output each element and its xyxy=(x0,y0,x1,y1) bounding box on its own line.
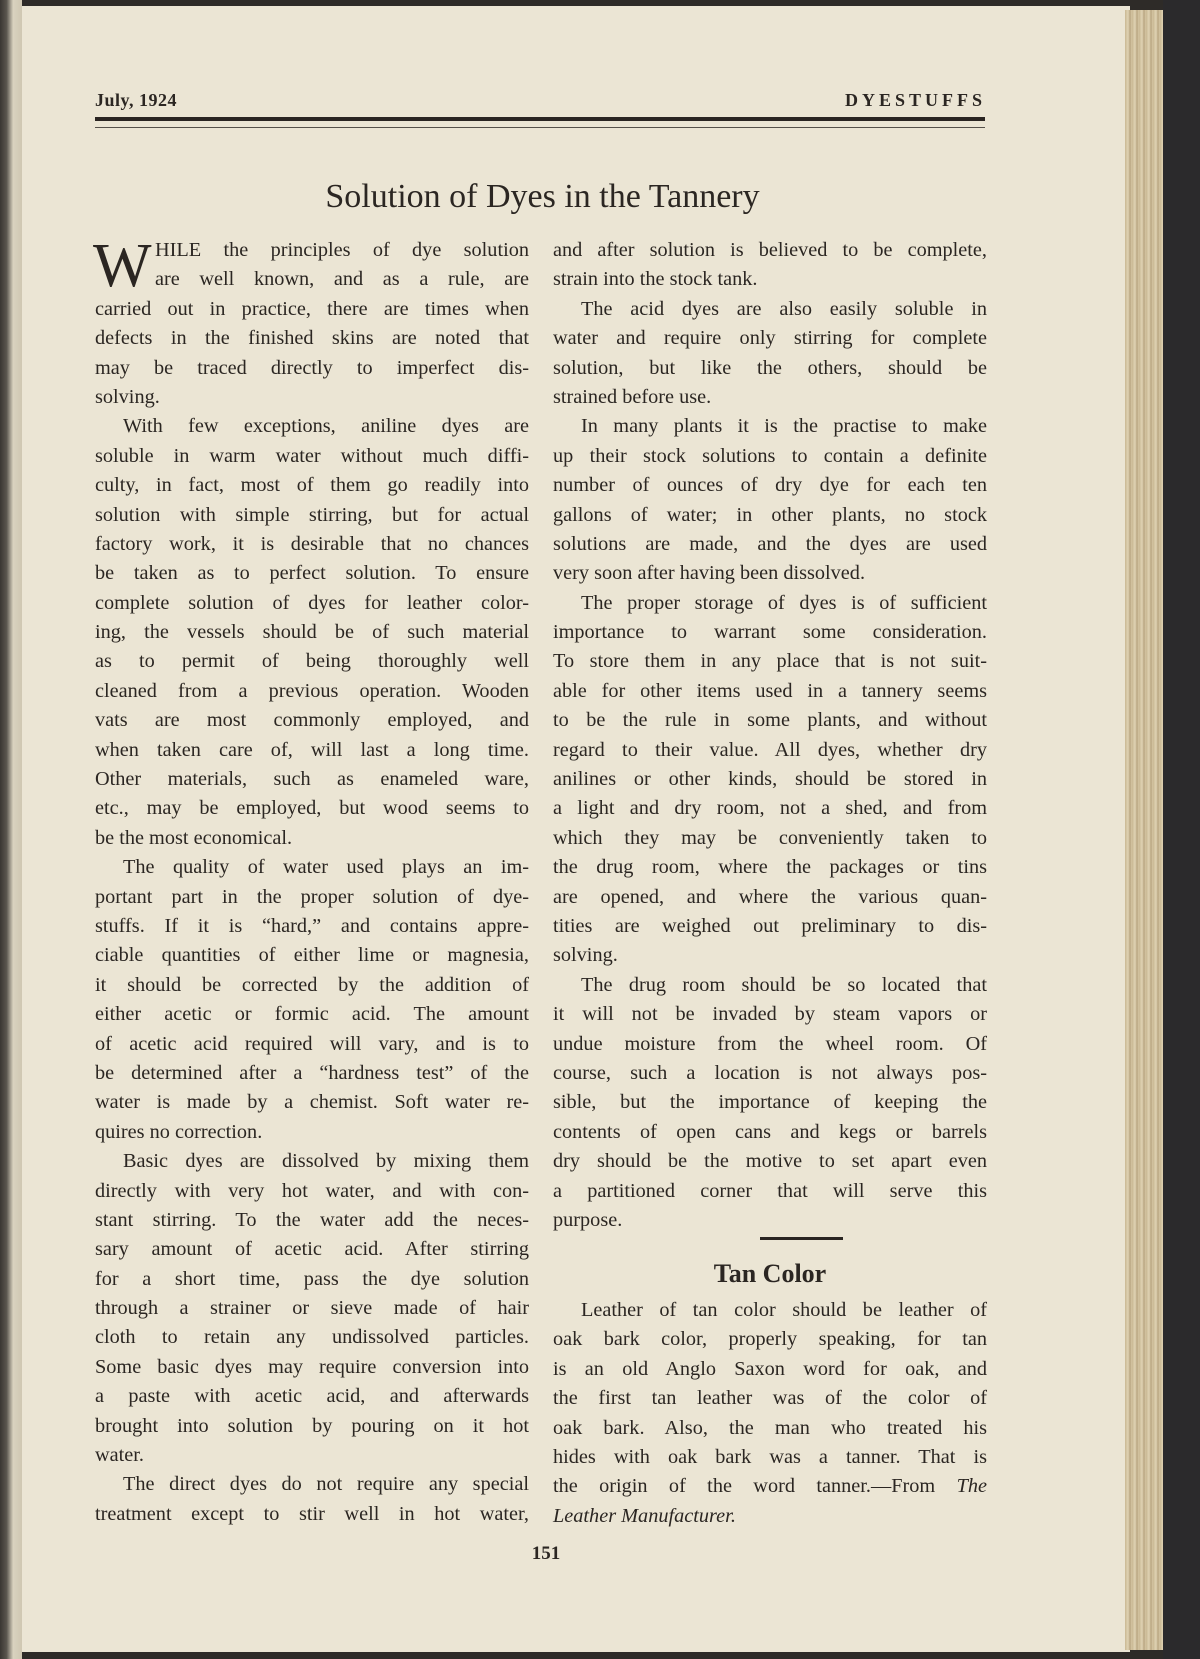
text-line: water is made by a chemist. Soft water re- xyxy=(95,1091,529,1114)
text-line: a partitioned corner that will serve this xyxy=(553,1179,987,1202)
text-line: oak bark. Also, the man who treated his xyxy=(553,1416,987,1439)
text-line: to be the rule in some plants, and without xyxy=(553,709,987,732)
text-line: solution with simple stirring, but for actual xyxy=(95,503,529,526)
text-line: solving. xyxy=(553,944,618,967)
text-line: is an old Anglo Saxon word for oak, and xyxy=(553,1357,987,1380)
text-line: either acetic or formic acid. The amount xyxy=(95,1003,529,1026)
text-line: as to permit of being thoroughly well xyxy=(95,650,529,673)
text-line: which they may be conveniently taken to xyxy=(553,826,987,849)
text-line: able for other items used in a tannery seems xyxy=(553,679,987,702)
section-divider xyxy=(760,1237,843,1240)
text-line: the first tan leather was of the color of xyxy=(553,1387,987,1410)
text-line: stuffs. If it is “hard,” and contains appre- xyxy=(95,914,529,937)
text-line: cleaned from a previous operation. Wooden xyxy=(95,679,529,702)
text-line: stant stirring. To the water add the neces- xyxy=(95,1208,529,1231)
text-line: importance to warrant some consideration. xyxy=(553,621,987,644)
right-column xyxy=(553,236,987,1235)
text-line: a light and dry room, not a shed, and from xyxy=(553,797,987,820)
text-line: when taken care of, will last a long time. xyxy=(95,738,529,761)
text-line: be taken as to perfect solution. To ensure xyxy=(95,562,529,585)
text-line: strained before use. xyxy=(553,385,712,408)
text-line: ciable quantities of either lime or magnesia, xyxy=(95,944,529,967)
text-line xyxy=(553,1502,987,1531)
text-line: tities are weighed out preliminary to dis- xyxy=(553,914,987,937)
text-line: ing, the vessels should be of such material xyxy=(95,621,529,644)
text-line: gallons of water; in other plants, no stock xyxy=(553,503,987,526)
text-line: purpose. xyxy=(553,1208,623,1231)
text-line: may be traced directly to imperfect dis- xyxy=(95,356,529,379)
text-line: solution, but like the others, should be xyxy=(553,356,987,379)
text-line: up their stock solutions to contain a definite xyxy=(553,444,987,467)
text-line: water. xyxy=(95,1444,144,1467)
text-line: brought into solution by pouring on it hot xyxy=(95,1414,529,1437)
text-line: solutions are made, and the dyes are used xyxy=(553,532,987,555)
source-prefix: the origin of the word tanner.—From xyxy=(553,1475,936,1498)
text-line: cloth to retain any undissolved particles. xyxy=(95,1326,529,1349)
text-line: regard to their value. All dyes, whether dry xyxy=(553,738,987,761)
left-column xyxy=(93,232,529,1529)
source-italic: Leather Manufacturer. xyxy=(553,1504,736,1527)
text-line: solving. xyxy=(95,385,160,408)
text-line: are opened, and where the various quan- xyxy=(553,885,987,908)
text-line: quires no correction. xyxy=(95,1120,263,1143)
text-line: oak bark color, properly speaking, for tan xyxy=(553,1328,987,1351)
text-line: be determined after a “hardness test” of the xyxy=(95,1061,529,1084)
text-line: Leather of tan color should be leather of xyxy=(581,1299,987,1321)
text-line: soluble in warm water without much diffi- xyxy=(95,444,529,467)
text-line: and after solution is believed to be complete, xyxy=(553,239,987,261)
text-line: Some basic dyes may require conversion into xyxy=(95,1355,529,1378)
text-line: it will not be invaded by steam vapors or xyxy=(553,1003,987,1026)
text-line: culty, in fact, most of them go readily into xyxy=(95,474,529,497)
text-line: sary amount of acetic acid. After stirring xyxy=(95,1238,529,1261)
text-line: The proper storage of dyes is of sufficient xyxy=(581,591,987,614)
book-binding xyxy=(1163,0,1200,1659)
text-line: factory work, it is desirable that no chances xyxy=(95,532,529,555)
text-line: defects in the finished skins are noted that xyxy=(95,327,529,350)
text-line: dry should be the motive to set apart even xyxy=(553,1150,987,1173)
source-italic: The xyxy=(956,1475,987,1498)
text-line: through a strainer or sieve made of hair xyxy=(95,1297,529,1320)
journal-name: DYESTUFFS xyxy=(844,90,986,110)
text-line: directly with very hot water, and with con- xyxy=(95,1179,529,1202)
text-line: course, such a location is not always pos- xyxy=(553,1061,987,1084)
text-line: strain into the stock tank. xyxy=(553,268,758,291)
text-line: Basic dyes are dissolved by mixing them xyxy=(123,1150,529,1173)
text-line: treatment except to stir well in hot water, xyxy=(95,1502,529,1525)
text-line: water and require only stirring for complete xyxy=(553,327,987,350)
text-line: are well known, and as a rule, are xyxy=(155,268,529,291)
text-line: hides with oak bark was a tanner. That is xyxy=(553,1445,987,1468)
text-line: portant part in the proper solution of dye- xyxy=(95,885,529,908)
text-line: To store them in any place that is not suit- xyxy=(553,650,987,673)
text-line: number of ounces of dry dye for each ten xyxy=(553,474,987,497)
text-line: a paste with acetic acid, and afterwards xyxy=(95,1385,529,1408)
text-line: complete solution of dyes for leather color- xyxy=(95,591,529,614)
text-line: vats are most commonly employed, and xyxy=(95,709,529,732)
text-line: The direct dyes do not require any special xyxy=(123,1473,529,1496)
tan-color-text xyxy=(553,1296,987,1531)
page-edges xyxy=(1125,10,1163,1650)
text-line: The acid dyes are also easily soluble in xyxy=(581,297,987,320)
text-line: very soon after having been dissolved. xyxy=(553,562,866,585)
text-line: it should be corrected by the addition of xyxy=(95,973,529,996)
text-line: contents of open cans and kegs or barrels xyxy=(553,1120,987,1143)
text-line: of acetic acid required will vary, and is to xyxy=(95,1032,529,1055)
text-line: be the most economical. xyxy=(95,826,293,849)
text-line: HILE the principles of dye solution xyxy=(155,239,529,261)
drop-cap: W xyxy=(93,232,152,300)
page-number: 151 xyxy=(531,1543,561,1564)
header-rule-thin xyxy=(95,127,985,128)
text-line: Other materials, such as enameled ware, xyxy=(95,768,529,791)
text-line: carried out in practice, there are times when xyxy=(95,297,529,320)
text-line: In many plants it is the practise to make xyxy=(581,415,987,438)
text-line: undue moisture from the wheel room. Of xyxy=(553,1032,987,1055)
book-gutter-left xyxy=(0,0,22,1659)
issue-date: July, 1924 xyxy=(95,90,178,110)
text-line: for a short time, pass the dye solution xyxy=(95,1267,529,1290)
text-line: sible, but the importance of keeping the xyxy=(553,1091,987,1114)
text-line: anilines or other kinds, should be stored in xyxy=(553,768,987,791)
text-line: The quality of water used plays an im- xyxy=(123,856,529,879)
text-line: the drug room, where the packages or tins xyxy=(553,856,987,879)
header-rule xyxy=(95,117,985,121)
text-line: With few exceptions, aniline dyes are xyxy=(123,415,529,438)
text-line: The drug room should be so located that xyxy=(581,973,987,996)
article-title: Solution of Dyes in the Tannery xyxy=(325,178,760,215)
text-line: etc., may be employed, but wood seems to xyxy=(95,797,529,820)
section-heading: Tan Color xyxy=(713,1259,827,1288)
text-line xyxy=(553,1472,987,1501)
